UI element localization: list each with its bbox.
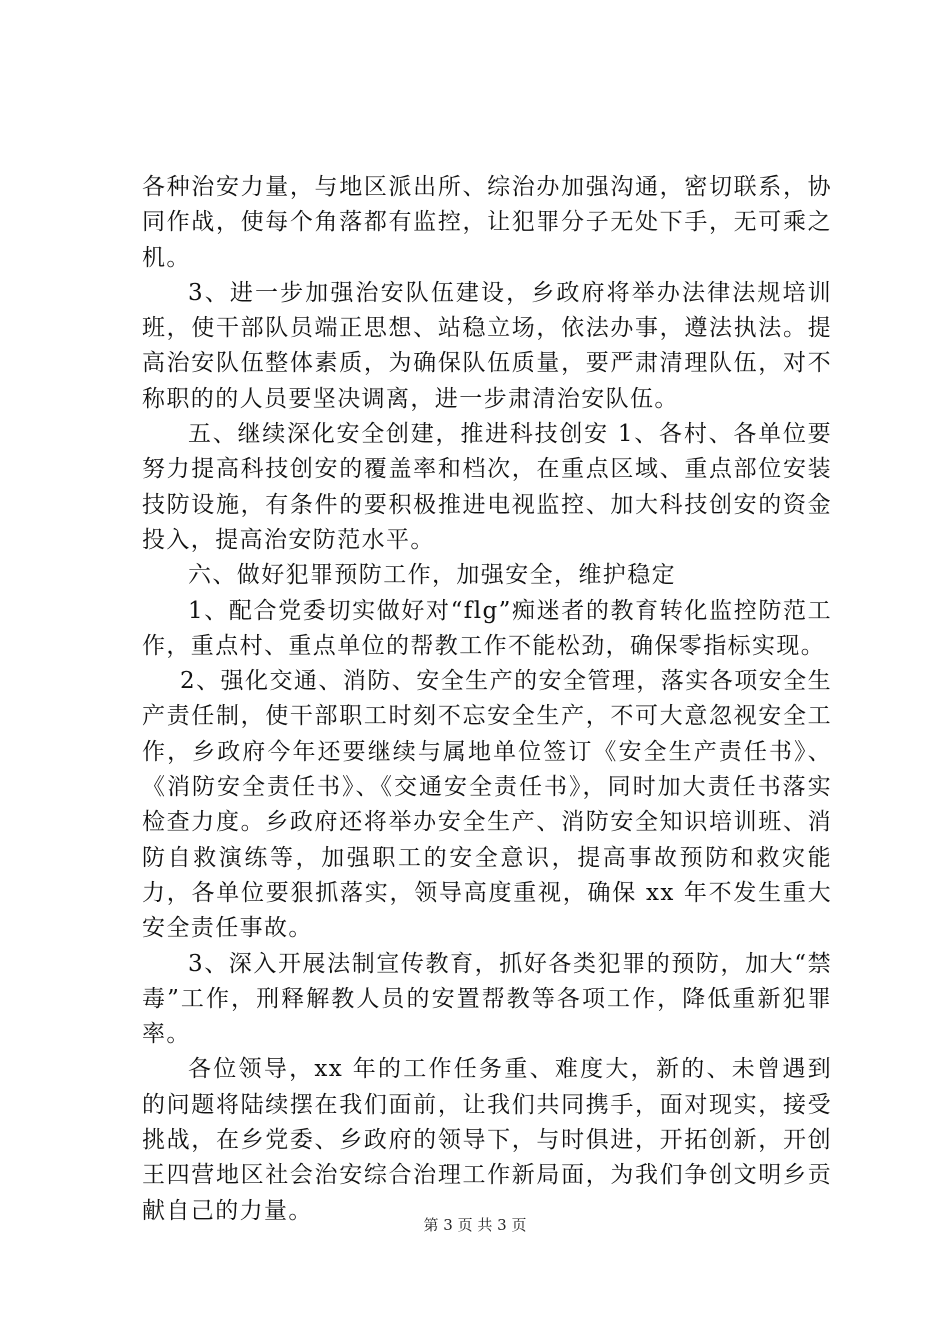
paragraph-7: 3、深入开展法制宣传教育，抓好各类犯罪的预防，加大“禁毒”工作，刑释解教人员的安置帮教等各项工作，降低重新犯罪率。 — [142, 950, 832, 1048]
paragraph-3: 五、继续深化安全创建，推进科技创安 1、各村、各单位要努力提高科技创安的覆盖率和档次，在重点区域、重点部位安装技防设施，有条件的要积极推进电视监控、加大科技创安的资金投入，提高治安防范水平。 — [142, 421, 832, 553]
paragraph-1: 各种治安力量，与地区派出所、综治办加强沟通，密切联系，协同作战，使每个角落都有监控，让犯罪分子无处下手，无可乘之机。 — [142, 174, 832, 271]
page-number-footer: 第 3 页 共 3 页 — [423, 1216, 527, 1234]
document-body — [142, 170, 832, 1229]
paragraph-8: 各位领导，xx 年的工作任务重、难度大，新的、未曾遇到的问题将陆续摆在我们面前，让我们共同携手，面对现实，接受挑战，在乡党委、乡政府的领导下，与时俱进，开拓创新，开创王四营地区社会治安综合治理工作新局面，为我们争创文明乡贡献自己的力量。 — [142, 1056, 832, 1224]
paragraph-2: 3、进一步加强治安队伍建设，乡政府将举办法律法规培训班，使干部队员端正思想、站稳立场，依法办事，遵法执法。提高治安队伍整体素质，为确保队伍质量，要严肃清理队伍，对不称职的的人员要坚决调离，进一步肃清治安队伍。 — [142, 279, 832, 412]
paragraph-4: 六、做好犯罪预防工作，加强安全，维护稳定 — [188, 562, 676, 589]
paragraph-5: 1、配合党委切实做好对“flg”痴迷者的教育转化监控防范工作，重点村、重点单位的帮教工作不能松劲，确保零指标实现。 — [142, 597, 832, 659]
paragraph-6: 2、强化交通、消防、安全生产的安全管理，落实各项安全生产责任制，使干部职工时刻不忘安全生产，不可大意忽视安全工作，乡政府今年还要继续与属地单位签订《安全生产责任书》、《消防安全责任书》、《交通安全责任书》，同时加大责任书落实检查力度。乡政府还将举办安全生产、消防安全知识培训班、消防自救演练等，加强职工的安全意识，提高事故预防和救灾能力，各单位要狠抓落实，领导高度重视，确保 xx 年不发生重大安全责任事故。 — [142, 668, 832, 942]
